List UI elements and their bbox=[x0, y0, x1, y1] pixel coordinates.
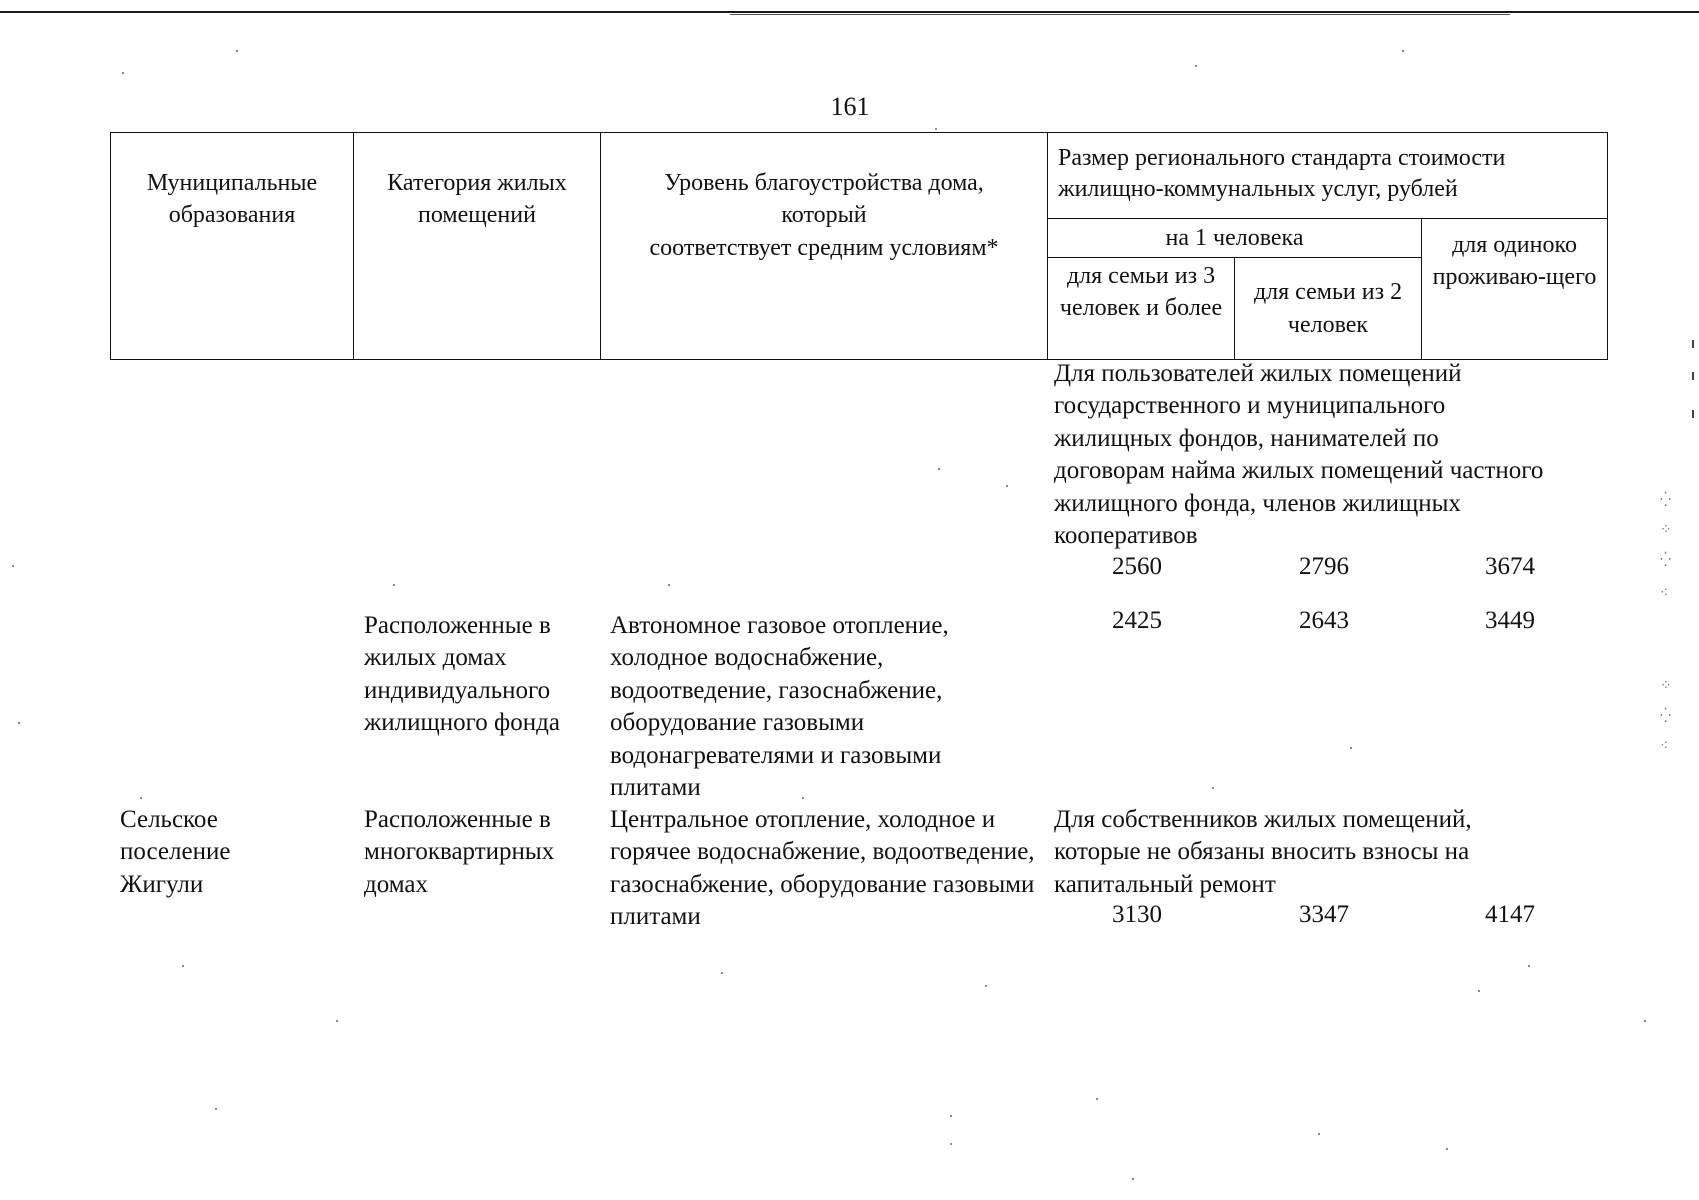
header-per-person: на 1 человека bbox=[1048, 219, 1422, 258]
value-s2-family-2: 2643 bbox=[1299, 607, 1349, 634]
margin-mark: ⁖ bbox=[1660, 585, 1669, 601]
scan-speck bbox=[1006, 485, 1008, 487]
scan-speck bbox=[668, 584, 670, 586]
scan-speck bbox=[12, 565, 14, 567]
header-level-line-1: Уровень благоустройства дома, bbox=[664, 170, 984, 196]
category-individual-houses: Расположенные в жилых домах индивидуального жилищного фонда bbox=[364, 612, 560, 737]
edge-tick bbox=[1692, 410, 1694, 418]
note-owners-no-capital-repair: Для собственников жилых помещений, которые не обязаны вносить взносы на капитальный ремонт bbox=[1054, 806, 1472, 898]
scan-speck bbox=[336, 1020, 338, 1022]
scan-speck bbox=[1212, 787, 1214, 789]
value-s1-family-3: 2560 bbox=[1112, 553, 1162, 580]
scan-speck bbox=[1644, 1020, 1646, 1022]
header-cost-standard: Размер регионального стандарта стоимости жилищно-коммунальных услуг, рублей bbox=[1048, 133, 1608, 219]
value-s3-single: 4147 bbox=[1485, 901, 1535, 928]
top-border-line bbox=[0, 11, 1699, 13]
scan-speck bbox=[721, 972, 723, 974]
level-central-heating: Центральное отопление, холодное и горячее водоснабжение, водоотведение, газоснабжение, оборудование газовыми плитами bbox=[610, 806, 1035, 931]
scan-speck bbox=[215, 1108, 217, 1110]
scan-speck bbox=[802, 797, 804, 799]
scan-speck bbox=[1318, 1133, 1320, 1135]
table-header bbox=[110, 132, 1608, 360]
top-border-line-secondary bbox=[730, 14, 1510, 15]
header-level-line-2: который bbox=[781, 202, 867, 229]
scan-speck bbox=[1195, 65, 1197, 67]
edge-tick bbox=[1692, 372, 1694, 380]
scan-speck bbox=[393, 584, 395, 586]
scan-speck bbox=[950, 1143, 952, 1145]
margin-mark: ⁛ bbox=[1660, 708, 1672, 724]
margin-mark: ⁘ bbox=[1660, 678, 1672, 694]
value-s3-family-2: 3347 bbox=[1299, 901, 1349, 928]
page-number: 161 bbox=[830, 92, 870, 121]
scan-speck bbox=[18, 722, 20, 724]
scan-speck bbox=[938, 468, 940, 470]
header-level-line-3: соответствует средним условиям* bbox=[649, 234, 999, 261]
scan-speck bbox=[1132, 1178, 1134, 1180]
municipality-zhiguli: Сельское поселение Жигули bbox=[120, 806, 231, 898]
margin-mark: ⁛ bbox=[1660, 492, 1672, 508]
scan-speck bbox=[1478, 990, 1480, 992]
category-apartment-buildings: Расположенные в многоквартирных домах bbox=[364, 806, 555, 898]
value-s3-family-3: 3130 bbox=[1112, 901, 1162, 928]
edge-tick bbox=[1692, 340, 1694, 348]
value-s2-family-3: 2425 bbox=[1112, 607, 1162, 634]
scan-speck bbox=[1402, 50, 1404, 52]
value-s1-family-2: 2796 bbox=[1299, 553, 1349, 580]
scan-speck bbox=[182, 965, 184, 967]
scan-speck bbox=[1350, 747, 1352, 749]
scan-speck bbox=[935, 128, 937, 130]
scan-speck bbox=[140, 797, 142, 799]
level-autonomous-gas: Автономное газовое отопление, холодное водоснабжение, водоотведение, газоснабжение, оборудование газовыми водонагревателями и газовыми плитами bbox=[610, 612, 949, 802]
value-s1-single: 3674 bbox=[1485, 553, 1535, 580]
header-family-3: для семьи из 3 человек и более bbox=[1048, 258, 1235, 360]
header-single-person: для одиноко проживаю-щего bbox=[1422, 219, 1608, 360]
margin-mark: ⁘ bbox=[1660, 522, 1672, 538]
note-state-fund-users: Для пользователей жилых помещений государственного и муниципального жилищных фондов, нанимателей по договорам найма жилых помещений частного жилищного фонда, членов жилищных кооперативов bbox=[1054, 360, 1544, 550]
scan-speck bbox=[1528, 965, 1530, 967]
header-family-2: для семьи из 2 человек bbox=[1235, 258, 1422, 360]
scan-speck bbox=[1446, 1148, 1448, 1150]
scan-speck bbox=[236, 50, 238, 52]
margin-mark: ⁛ bbox=[1660, 552, 1672, 568]
scan-speck bbox=[985, 985, 987, 987]
scan-speck bbox=[122, 72, 124, 74]
scan-speck bbox=[1096, 1098, 1098, 1100]
scan-speck bbox=[950, 1115, 952, 1117]
header-improvement-level bbox=[601, 133, 1048, 360]
value-s2-single: 3449 bbox=[1485, 607, 1535, 634]
header-category: Категория жилых помещений bbox=[354, 133, 601, 360]
margin-mark: ⁖ bbox=[1660, 738, 1669, 754]
header-municipalities: Муниципальные образования bbox=[111, 133, 354, 360]
